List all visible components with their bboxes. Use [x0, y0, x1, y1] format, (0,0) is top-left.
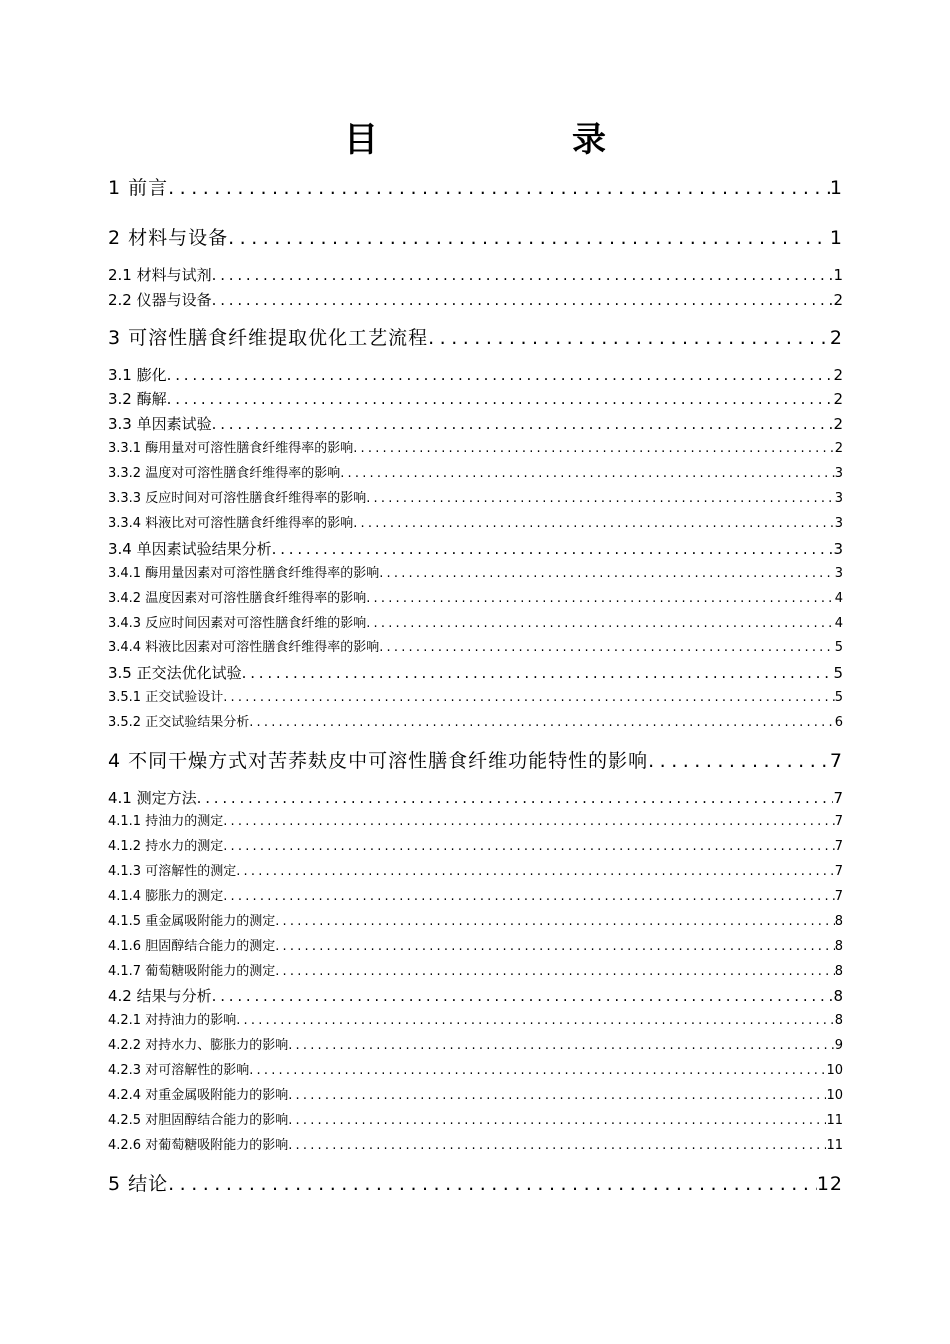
toc-entry-4-1-3[interactable] [108, 862, 843, 882]
toc-entry-4-1-2[interactable] [108, 837, 843, 857]
toc-entry-text: 4.1.7 葡萄糖吸附能力的测定 [108, 964, 276, 979]
toc-entry-text: 4.1.1 持油力的测定 [108, 814, 224, 829]
toc-entry-text: 3.5.2 正交试验结果分析 [108, 715, 250, 730]
toc-entry-text: 4 不同干燥方式对苦荞麸皮中可溶性膳食纤维功能特性的影响 [108, 750, 649, 772]
toc-page-number: 2 [833, 390, 843, 408]
toc-page-number: 10 [826, 1063, 843, 1078]
toc-entry-3-1[interactable] [108, 364, 843, 386]
toc-leader-dots [236, 862, 835, 882]
toc-entry-text: 4.1 测定方法 [108, 789, 197, 807]
toc-entry-text: 4.1.6 胆固醇结合能力的测定 [108, 939, 276, 954]
toc-page-number: 10 [826, 1088, 843, 1103]
toc-entry-text: 3.4 单因素试验结果分析 [108, 540, 272, 558]
toc-page-number: 12 [816, 1173, 843, 1195]
toc-page-number: 5 [834, 690, 843, 705]
toc-entry-3[interactable] [108, 325, 843, 351]
toc-entry-text: 4.1.5 重金属吸附能力的测定 [108, 914, 276, 929]
toc-entry-3-3-4[interactable] [108, 514, 843, 534]
toc-leader-dots [428, 325, 830, 351]
toc-page-number: 7 [833, 789, 843, 807]
toc-page-number: 3 [834, 566, 843, 581]
toc-leader-dots [272, 538, 834, 560]
toc-leader-dots [167, 364, 834, 386]
toc-entry-text: 3 可溶性膳食纤维提取优化工艺流程 [108, 327, 429, 349]
toc-entry-4-1-1[interactable] [108, 812, 843, 832]
toc-entry-1[interactable] [108, 175, 843, 201]
toc-leader-dots [288, 1136, 826, 1156]
toc-leader-dots [366, 489, 835, 509]
toc-entry-4-2-6[interactable] [108, 1136, 843, 1156]
toc-entry-text: 2 材料与设备 [108, 227, 229, 249]
toc-entry-4-1-7[interactable] [108, 962, 843, 982]
toc-leader-dots [366, 589, 835, 609]
toc-page-number: 7 [834, 839, 843, 854]
toc-entry-5[interactable] [108, 1171, 843, 1197]
toc-page-number: 7 [834, 814, 843, 829]
toc-page-number: 8 [834, 964, 843, 979]
toc-leader-dots [223, 812, 835, 832]
toc-page-number: 2 [834, 441, 843, 456]
toc-leader-dots [249, 1061, 826, 1081]
toc-entry-4-2-5[interactable] [108, 1111, 843, 1131]
toc-entry-text: 3.5 正交法优化试验 [108, 664, 242, 682]
toc-leader-dots [167, 388, 834, 410]
toc-page-number: 2 [833, 291, 843, 309]
toc-entry-4[interactable] [108, 748, 843, 774]
toc-page-number: 8 [834, 914, 843, 929]
toc-leader-dots [197, 787, 834, 809]
toc-leader-dots [366, 614, 835, 634]
toc-page-number: 1 [829, 227, 843, 249]
toc-entry-text: 4.2.5 对胆固醇结合能力的影响 [108, 1113, 289, 1128]
toc-entry-text: 2.2 仪器与设备 [108, 291, 212, 309]
toc-entry-4-1-5[interactable] [108, 912, 843, 932]
toc-leader-dots [223, 837, 835, 857]
toc-entry-4-2-2[interactable] [108, 1036, 843, 1056]
toc-entry-text: 1 前言 [108, 177, 169, 199]
toc-entry-text: 3.4.2 温度因素对可溶性膳食纤维得率的影响 [108, 591, 367, 606]
toc-leader-dots [168, 175, 830, 201]
toc-entry-text: 3.5.1 正交试验设计 [108, 690, 224, 705]
toc-leader-dots [379, 564, 835, 584]
toc-entry-3-2[interactable] [108, 388, 843, 410]
toc-entry-text: 3.3.1 酶用量对可溶性膳食纤维得率的影响 [108, 441, 354, 456]
toc-entry-3-4-2[interactable] [108, 589, 843, 609]
toc-page-number: 11 [826, 1113, 843, 1128]
toc-leader-dots [212, 413, 834, 435]
toc-entry-text: 3.3.2 温度对可溶性膳食纤维得率的影响 [108, 466, 341, 481]
toc-entry-text: 3.4.1 酶用量因素对可溶性膳食纤维得率的影响 [108, 566, 380, 581]
toc-entry-2-1[interactable] [108, 264, 843, 286]
toc-entry-text: 4.2.6 对葡萄糖吸附能力的影响 [108, 1138, 289, 1153]
toc-page-number: 4 [834, 616, 843, 631]
toc-entry-text: 3.4.3 反应时间因素对可溶性膳食纤维的影响 [108, 616, 367, 631]
toc-leader-dots [275, 937, 835, 957]
toc-page-number: 1 [833, 266, 843, 284]
toc-entry-text: 4.2.1 对持油力的影响 [108, 1013, 237, 1028]
toc-page-number: 1 [829, 177, 843, 199]
toc-entry-3-4-1[interactable] [108, 564, 843, 584]
toc-leader-dots [288, 1036, 835, 1056]
toc-entry-3-4[interactable] [108, 538, 843, 560]
toc-entry-text: 3.2 酶解 [108, 390, 167, 408]
toc-entry-text: 4.1.2 持水力的测定 [108, 839, 224, 854]
toc-page-number: 7 [834, 889, 843, 904]
toc-entry-2[interactable] [108, 225, 843, 251]
toc-leader-dots [288, 1086, 826, 1106]
toc-leader-dots [242, 662, 834, 684]
toc-leader-dots [223, 887, 835, 907]
toc-entry-text: 3.1 膨化 [108, 366, 167, 384]
toc-leader-dots [168, 1171, 817, 1197]
toc-entry-4-2-1[interactable] [108, 1011, 843, 1031]
toc-entry-3-3-1[interactable] [108, 439, 843, 459]
toc-entry-3-5-1[interactable] [108, 688, 843, 708]
toc-leader-dots [228, 225, 830, 251]
toc-page-number: 3 [834, 491, 843, 506]
toc-page-number: 11 [826, 1138, 843, 1153]
page-title: 目 录 [344, 120, 648, 160]
toc-page-number: 7 [834, 864, 843, 879]
toc-entry-text: 5 结论 [108, 1173, 169, 1195]
toc-entry-text: 4.2.2 对持水力、膨胀力的影响 [108, 1038, 289, 1053]
toc-entry-3-4-4[interactable] [108, 638, 843, 658]
toc-entry-4-2[interactable] [108, 985, 843, 1007]
toc-entry-text: 3.3.4 料液比对可溶性膳食纤维得率的影响 [108, 516, 354, 531]
toc-leader-dots [379, 638, 835, 658]
toc-leader-dots [340, 464, 835, 484]
toc-leader-dots [288, 1111, 826, 1131]
toc-page-number: 5 [834, 640, 843, 655]
toc-leader-dots [223, 688, 835, 708]
toc-leader-dots [236, 1011, 835, 1031]
toc-entry-2-2[interactable] [108, 289, 843, 311]
toc-entry-4-1-6[interactable] [108, 937, 843, 957]
toc-page-number: 2 [833, 366, 843, 384]
toc-entry-4-1-4[interactable] [108, 887, 843, 907]
toc-page-number: 2 [829, 327, 843, 349]
toc-page-number: 3 [833, 540, 843, 558]
toc-entry-text: 4.2.3 对可溶解性的影响 [108, 1063, 250, 1078]
toc-entry-3-3[interactable] [108, 413, 843, 435]
toc-page-number: 5 [833, 664, 843, 682]
toc-page-number: 4 [834, 591, 843, 606]
toc-entry-4-1[interactable] [108, 787, 843, 809]
toc-entry-text: 4.2 结果与分析 [108, 987, 212, 1005]
toc-entry-3-5-2[interactable] [108, 713, 843, 733]
toc-page-number: 3 [834, 516, 843, 531]
toc-page-number: 9 [834, 1038, 843, 1053]
toc-page-number: 3 [834, 466, 843, 481]
toc-entry-3-3-2[interactable] [108, 464, 843, 484]
toc-entry-text: 2.1 材料与试剂 [108, 266, 212, 284]
toc-page-number: 8 [834, 939, 843, 954]
toc-entry-text: 4.2.4 对重金属吸附能力的影响 [108, 1088, 289, 1103]
toc-leader-dots [353, 514, 835, 534]
toc-leader-dots [275, 962, 835, 982]
toc-entry-4-2-3[interactable] [108, 1061, 843, 1081]
toc-entry-text: 4.1.4 膨胀力的测定 [108, 889, 224, 904]
toc-entry-3-4-3[interactable] [108, 614, 843, 634]
toc-leader-dots [648, 748, 830, 774]
toc-entry-text: 3.3 单因素试验 [108, 415, 212, 433]
toc-leader-dots [275, 912, 835, 932]
toc-leader-dots [249, 713, 835, 733]
toc-entry-text: 3.4.4 料液比因素对可溶性膳食纤维得率的影响 [108, 640, 380, 655]
toc-page-number: 8 [834, 1013, 843, 1028]
toc-leader-dots [212, 289, 834, 311]
toc-entry-3-5[interactable] [108, 662, 843, 684]
toc-leader-dots [353, 439, 835, 459]
toc-page-number: 2 [833, 415, 843, 433]
toc-page-number: 7 [829, 750, 843, 772]
toc-entry-text: 4.1.3 可溶解性的测定 [108, 864, 237, 879]
toc-page-number: 6 [834, 715, 843, 730]
toc-entry-text: 3.3.3 反应时间对可溶性膳食纤维得率的影响 [108, 491, 367, 506]
toc-leader-dots [212, 985, 834, 1007]
toc-leader-dots [212, 264, 834, 286]
toc-page-number: 8 [833, 987, 843, 1005]
toc-entry-4-2-4[interactable] [108, 1086, 843, 1106]
toc-entry-3-3-3[interactable] [108, 489, 843, 509]
